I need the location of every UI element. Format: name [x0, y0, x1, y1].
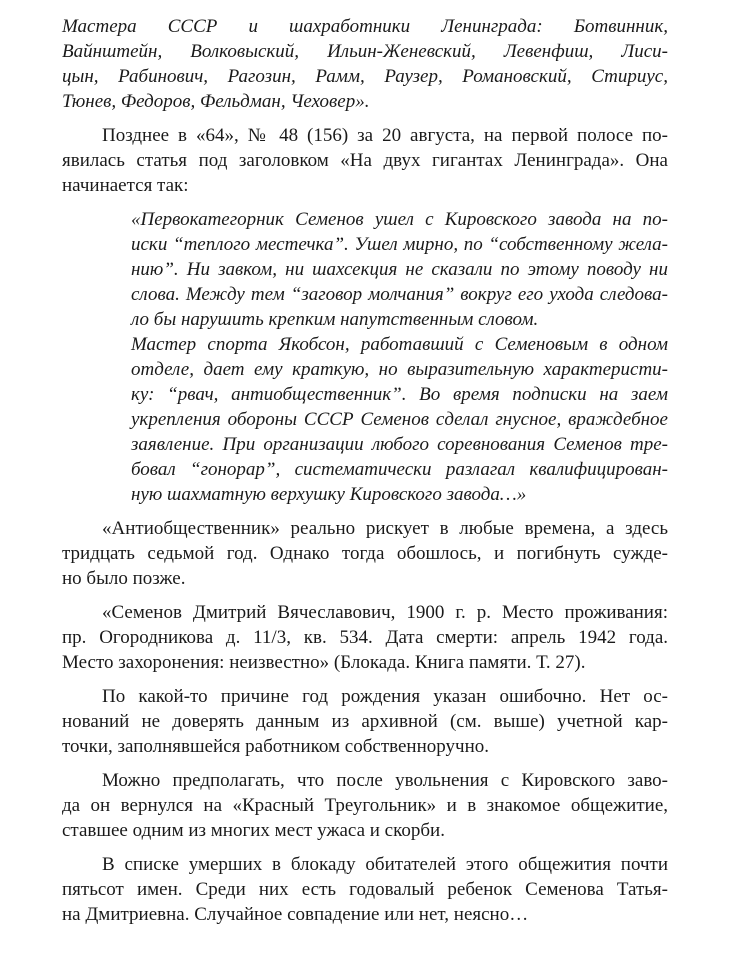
text-line: явилась статья под заголовком «На двух гигантах Ленинграда». Она — [62, 150, 668, 171]
text-line: «Антиобщественник» реально рискует в любые времена, а здесь — [102, 518, 668, 539]
body-paragraph — [62, 768, 668, 843]
body-paragraph — [62, 600, 668, 675]
text-line: Позднее в «64», № 48 (156) за 20 августа, на первой полосе по- — [102, 125, 668, 146]
text-line: тридцать седьмой год. Однако тогда обошлось, и погибнуть сужде- — [62, 543, 668, 564]
body-paragraph — [62, 684, 668, 759]
text-line: слова. Между тем “заговор молчания” вокруг его ухода следова- — [131, 284, 668, 305]
text-line: Тюнев, Федоров, Фельдман, Чеховер». — [62, 91, 370, 112]
text-line: ку: “рвач, антиобщественник”. Во время подписки на заем — [131, 384, 668, 405]
text-line: цын, Рабинович, Рагозин, Рамм, Раузер, Романовский, Стириус, — [62, 66, 668, 87]
text-line: но было позже. — [62, 568, 186, 589]
text-line: ло бы нарушить крепким напутственным словом. — [131, 309, 539, 330]
text-line: Вайнштейн, Волковыский, Ильин-Женевский, Левенфиш, Лиси- — [62, 41, 668, 62]
text-line: ную шахматную верхушку Кировского завода…» — [131, 484, 527, 505]
text-line: иски “теплого местечка”. Ушел мирно, по “собственному жела- — [131, 234, 668, 255]
text-line: да он вернулся на «Красный Треугольник» и в знакомое общежитие, — [62, 795, 668, 816]
text-line: нований не доверять данным из архивной (см. выше) учетной кар- — [62, 711, 668, 732]
body-paragraph — [62, 123, 668, 198]
text-line: нию”. Ни завком, ни шахсекция не сказали по этому поводу ни — [131, 259, 668, 280]
text-line: укрепления обороны СССР Семенов сделал гнусное, враждебное — [131, 409, 668, 430]
document-page — [62, 14, 668, 927]
text-line: Место захоронения: неизвестно» (Блокада. Книга памяти. Т. 27). — [62, 652, 586, 673]
text-line: пятьсот имен. Среди них есть годовалый ребенок Семенова Татья- — [62, 879, 668, 900]
quote-paragraph — [91, 207, 668, 332]
intro-italic-paragraph — [62, 14, 668, 114]
text-line: бовал “гонорар”, систематически разлагал квалифицирован- — [131, 459, 668, 480]
body-paragraph — [62, 852, 668, 927]
quote-paragraph — [91, 332, 668, 507]
text-line: начинается так: — [62, 175, 189, 196]
text-line: отделе, дает ему краткую, но выразительную характеристи- — [131, 359, 668, 380]
quoted-article — [91, 207, 668, 507]
text-line: пр. Огородникова д. 11/3, кв. 534. Дата смерти: апрель 1942 года. — [62, 627, 668, 648]
text-line: ставшее одним из многих мест ужаса и скорби. — [62, 820, 445, 841]
text-line: заявление. При организации любого соревнования Семенов тре- — [131, 434, 668, 455]
text-line: Мастера СССР и шахработники Ленинграда: Ботвинник, — [62, 16, 668, 37]
text-line: «Первокатегорник Семенов ушел с Кировского завода на по- — [131, 209, 668, 230]
text-line: «Семенов Дмитрий Вячеславович, 1900 г. р. Место проживания: — [102, 602, 668, 623]
text-line: В списке умерших в блокаду обитателей этого общежития почти — [102, 854, 668, 875]
body-paragraph — [62, 516, 668, 591]
text-line: По какой-то причине год рождения указан ошибочно. Нет ос- — [102, 686, 668, 707]
text-line: на Дмитриевна. Случайное совпадение или нет, неясно… — [62, 904, 529, 925]
text-line: точки, заполнявшейся работником собственноручно. — [62, 736, 489, 757]
text-line: Мастер спорта Якобсон, работавший с Семеновым в одном — [131, 334, 668, 355]
text-line: Можно предполагать, что после увольнения с Кировского заво- — [102, 770, 668, 791]
